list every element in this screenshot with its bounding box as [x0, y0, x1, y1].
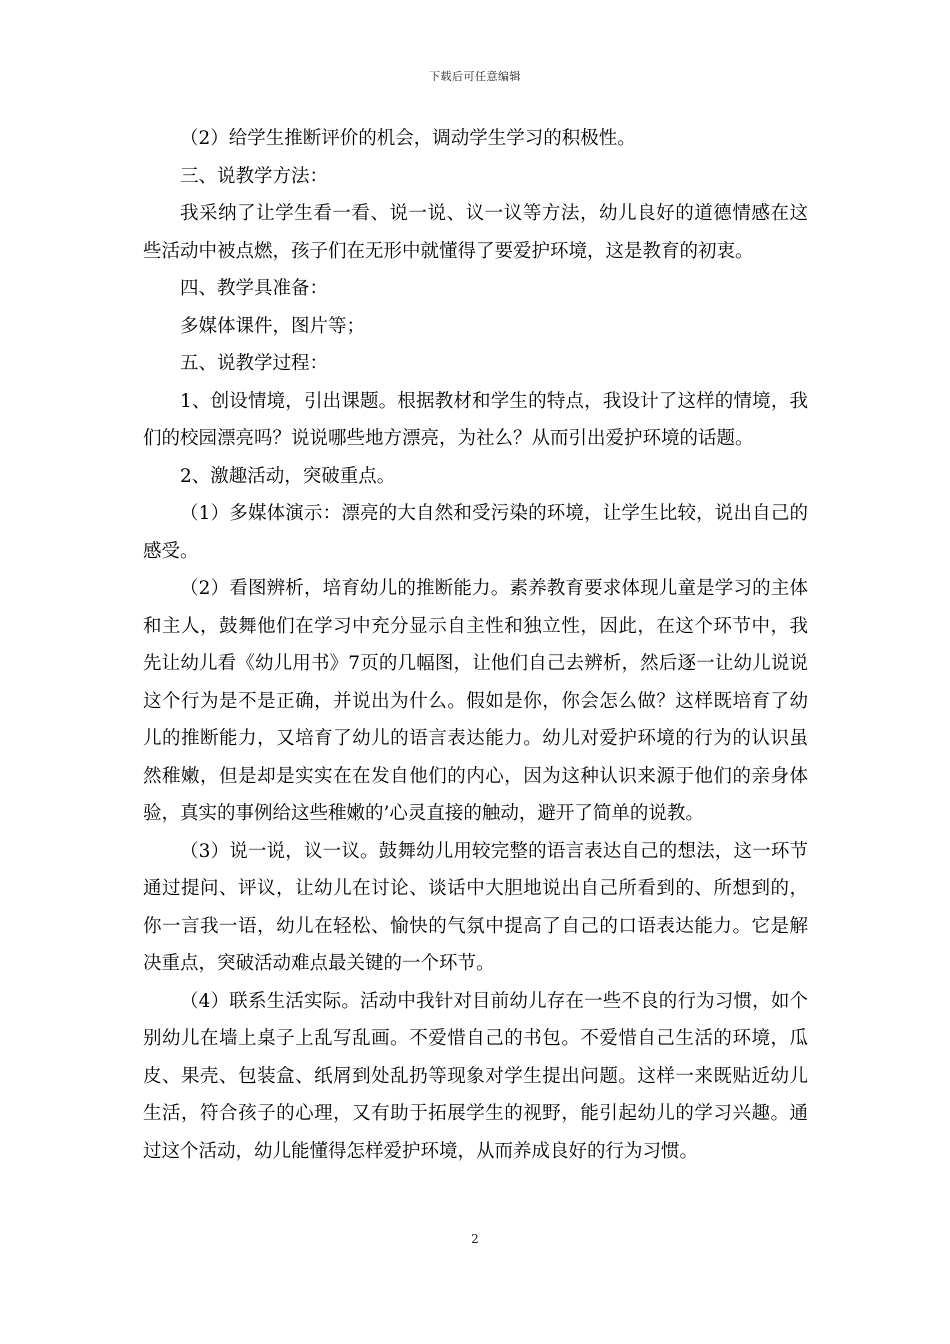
- heading-teaching-methods: 三、说教学方法：: [180, 165, 329, 187]
- paragraph-step-2-2: （2）看图辨析，培育幼儿的推断能力。素养教育要求体现儿童是学习的主体和主人，鼓舞他们在学习中充分显示自主性和独立性，因此，在这个环节中，我先让幼儿看《幼儿用书》7页的几幅图，让他们自己去辨析，然后逐一让幼儿说说这个行为是不是正确，并说出为什么。假如是你，你会怎么做？这样既培育了幼儿的推断能力，又培育了幼儿的语言表达能力。幼儿对爱护环境的行为的认识虽然稚嫩，但是却是实实在在发自他们的内心，因为这种认识来源于他们的亲身体验，真实的事例给这些稚嫩的’心灵直接的触动，避开了简单的说教。: [143, 578, 808, 824]
- paragraph-step-2-3: （3）说一说，议一议。鼓舞幼儿用较完整的语言表达自己的想法，这一环节通过提问、评议，让幼儿在讨论、谈话中大胆地说出自己所看到的、所想到的，你一言我一语，幼儿在轻松、愉快的气氛中提高了自己的口语表达能力。它是解决重点，突破活动难点最关键的一个环节。: [143, 840, 808, 974]
- paragraph-step-2-1: （1）多媒体演示：漂亮的大自然和受污染的环境，让学生比较，说出自己的感受。: [143, 503, 808, 562]
- paragraph-step-2: 2、激趣活动，突破重点。: [180, 465, 396, 487]
- document-body: [143, 120, 808, 1170]
- page-number: 2: [471, 1232, 479, 1246]
- page-header: 下载后可任意编辑: [429, 70, 521, 83]
- heading-teaching-materials: 四、教学具准备：: [180, 278, 329, 299]
- paragraph-step-1: 1、创设情境，引出课题。根据教材和学生的特点，我设计了这样的情境，我们的校园漂亮吗？说说哪些地方漂亮，为社么？从而引出爱护环境的话题。: [143, 390, 808, 449]
- paragraph-teaching-materials: 多媒体课件，图片等；: [180, 315, 366, 337]
- paragraph-teaching-methods: 我采纳了让学生看一看、说一说、议一议等方法，幼儿良好的道德情感在这些活动中被点燃，孩子们在无形中就懂得了要爱护环境，这是教育的初衷。: [143, 203, 808, 262]
- paragraph-step-2-4: （4）联系生活实际。活动中我针对目前幼儿存在一些不良的行为习惯，如个别幼儿在墙上桌子上乱写乱画。不爱惜自己的书包。不爱惜自己生活的环境，瓜皮、果壳、包装盒、纸屑到处乱扔等现象对学生提出问题。这样一来既贴近幼儿生活，符合孩子的心理，又有助于拓展学生的视野，能引起幼儿的学习兴趣。通过这个活动，幼儿能懂得怎样爱护环境，从而养成良好的行为习惯。: [143, 990, 808, 1162]
- heading-teaching-process: 五、说教学过程：: [180, 353, 329, 374]
- paragraph-evaluation: （2）给学生推断评价的机会，调动学生学习的积极性。: [180, 128, 636, 149]
